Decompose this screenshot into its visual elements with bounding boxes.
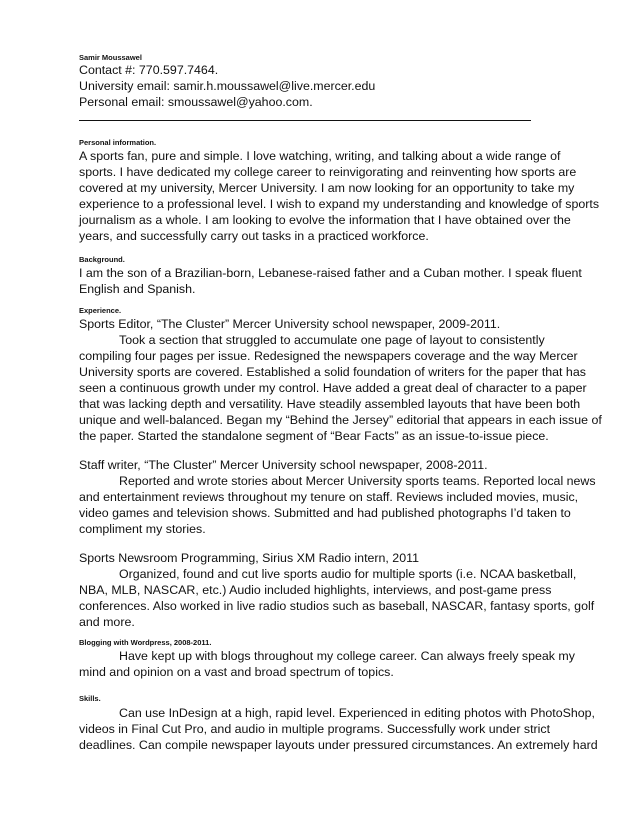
- personal-line: years, and successfully carry out tasks in a practiced workforce.: [79, 229, 429, 243]
- background-line: English and Spanish.: [79, 282, 196, 296]
- job-line: the paper. Started the standalone segment of “Bear Facts” as an issue-to-issue piece.: [79, 429, 549, 443]
- job-line: compiling four pages per issue. Redesigned the newspapers coverage and the way Mercer: [79, 349, 578, 363]
- background-line: I am the son of a Brazilian-born, Lebanese-raised father and a Cuban mother. I speak fluent: [79, 266, 582, 280]
- personal-heading: Personal information.: [79, 138, 157, 147]
- personal-line: journalism as a whole. I am looking to evolve the information that I have obtained over the: [79, 213, 571, 227]
- job-line: NBA, MLB, NASCAR, etc.) Audio included highlights, interviews, and post-game press: [79, 583, 552, 597]
- blogging-line: mind and opinion on a vast and broad spectrum of topics.: [79, 665, 394, 679]
- background-heading: Background.: [79, 255, 125, 264]
- job-line: and entertainment reviews throughout my tenure on staff. Reviews included movies, music,: [79, 490, 579, 504]
- job-title: Sports Editor, “The Cluster” Mercer University school newspaper, 2009-2011.: [79, 317, 501, 331]
- blogging-heading: Blogging with Wordpress, 2008-2011.: [79, 638, 212, 647]
- job-line: Organized, found and cut live sports audio for multiple sports (i.e. NCAA basketball,: [119, 567, 577, 581]
- university-email: University email: samir.h.moussawel@live.mercer.edu: [79, 79, 376, 93]
- job-line: Reported and wrote stories about Mercer University sports teams. Reported local news: [119, 474, 596, 488]
- blogging-line: Have kept up with blogs throughout my college career. Can always freely speak my: [119, 649, 575, 663]
- applicant-name: Samir Moussawel: [79, 53, 142, 62]
- skills-line: videos in Final Cut Pro, and audio in multiple programs. Successfully work under strict: [79, 722, 551, 736]
- job-line: seen a continuous growth under my control. Have added a great deal of character to a paper: [79, 381, 587, 395]
- job-line: compliment my stories.: [79, 522, 206, 536]
- personal-line: experience to a professional level. I wish to expand my understanding and knowledge of sports: [79, 197, 600, 211]
- job-line: University sports are covered. Established a solid foundation of writers for the paper that has: [79, 365, 586, 379]
- job-title: Sports Newsroom Programming, Sirius XM Radio intern, 2011: [79, 551, 419, 565]
- personal-line: sports. I have dedicated my college career to reinvigorating and reinventing how sports are: [79, 165, 577, 179]
- job-line: Took a section that struggled to accumulate one page of layout to consistently: [119, 333, 545, 347]
- skills-heading: Skills.: [79, 694, 101, 703]
- experience-heading: Experience.: [79, 306, 122, 315]
- job-line: that was lacking depth and versatility. Have steadily assembled layouts that have been both: [79, 397, 581, 411]
- job-line: unique and well-balanced. Began my “Behind the Jersey” editorial that appears in each issue of: [79, 413, 602, 427]
- personal-line: A sports fan, pure and simple. I love watching, writing, and talking about a wide range of: [79, 149, 561, 163]
- job-line: video games and television shows. Submitted and had published photographs I’d taken to: [79, 506, 571, 520]
- personal-line: covered at my university, Mercer University. I am now looking for an opportunity to take my: [79, 181, 575, 195]
- skills-line: Can use InDesign at a high, rapid level. Experienced in editing photos with PhotoShop,: [119, 706, 595, 720]
- job-line: conferences. Also worked in live radio studios such as baseball, NASCAR, fantasy sports, golf: [79, 599, 595, 613]
- contact-number: Contact #: 770.597.7464.: [79, 63, 219, 77]
- skills-line: deadlines. Can compile newspaper layouts under pressured circumstances. An extremely hard: [79, 738, 598, 752]
- job-title: Staff writer, “The Cluster” Mercer University school newspaper, 2008-2011.: [79, 458, 488, 472]
- header-divider: [79, 120, 531, 121]
- personal-email: Personal email: smoussawel@yahoo.com.: [79, 95, 313, 109]
- job-line: and more.: [79, 615, 135, 629]
